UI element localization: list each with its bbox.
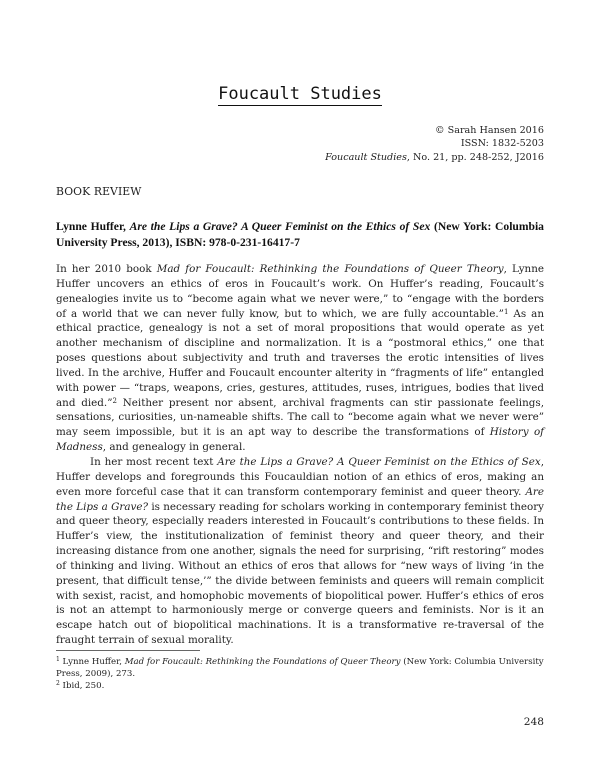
paragraph-2-title-2: Are the Lips a Grave? [56,485,544,513]
paragraph-1 [56,262,544,455]
journal-title-text: Foucault Studies [218,84,382,104]
page-number: 248 [523,716,544,728]
citation-details: , No. 21, pp. 248-252, J2016 [406,151,544,163]
book-author: Lynne Huffer, [56,220,130,233]
journal-title [0,84,600,104]
footnote-1-text-1: Lynne Huffer, [59,657,125,667]
copyright-line: © Sarah Hansen 2016 [435,125,544,136]
footnote-2 [56,680,556,692]
issn-line: ISSN: 1832-5203 [460,138,544,150]
book-publication: (New York: Columbia University Press, 2013), ISBN: 978-0-231-16417-7 [56,220,544,249]
citation-journal: Foucault Studies [325,151,407,163]
citation-line [325,151,544,164]
paragraph-2-text-3: is necessary reading for scholars working in contemporary feminist theory and queer theory, especially readers interested in Foucault’s contributions to these fields. In Huffer’s view, the institutionalization of feminist theory and queer theory, and their increasing distance from one another, signals the need for surprising, “rift restoring” modes of thinking and living. Without an ethics of eros that allows for “new ways of living ‘in the present, that difficult tense,’” the divide between feminists and queers will remain complicit with sexist, racist, and homophobic movements of biopolitical power. Huffer’s ethics of eros is not an attempt to harmoniously merge or converge queers and feminists. Nor is it an escape hatch out of biopolitical machinations. It is a transformative re-traversal of the fraught terrain of sexual morality. [56,500,544,647]
paragraph-1-title-2: History of Madness [56,426,544,454]
footnote-ref-1[interactable]: 1 [503,307,509,316]
citation-block [325,124,544,164]
footnote-1-title: Mad for Foucault: Rethinking the Foundations of Queer Theory [124,657,401,667]
article-body [56,262,544,648]
paragraph-1-text-2: , Lynne Huffer uncovers an ethics of eros in Foucault’s work. On Huffer’s reading, Foucault’s genealogies invite us to “become again what we never were,” to “engage with the borders of a world that we can never fully know, but to which, we are fully accountable.” [56,263,545,320]
footnote-ref-2[interactable]: 2 [112,396,117,405]
paragraph-2 [56,455,544,648]
paragraph-1-text-4: Neither present nor absent, archival fragments can stir passionate feelings, sensations, curiosities, un-nameable shifts. The call to “become again what we never were” may seem impossible, but it is an apt way to describe the transformations of [56,396,544,439]
footnote-2-text: Ibid, 250. [59,681,105,692]
footnote-2-number: 2 [56,680,60,688]
paragraph-2-title-1: Are the Lips a Grave? A Queer Feminist on the Ethics of Sex [217,455,541,468]
paragraph-1-text-3: As an ethical practice, genealogy is not a set of moral propositions that would operate as yet another mechanism of discipline and normalization. It is a “postmoral ethics,” one that poses questions about subjectivity and truth and traverses the erotic intensities of lives lived. In the archive, Huffer and Foucault encounter alterity in “fragments of life” entangled with power — “traps, weapons, cries, gestures, attitudes, ruses, intrigues, bodies that lived and died.” [56,307,544,409]
paragraph-2-text-1: In her most recent text [90,455,218,468]
footnote-1-text-2: (New York: Columbia University Press, 2009), 273. [56,657,544,680]
paragraph-1-text-5: , and genealogy in general. [102,441,246,454]
footnotes [56,656,556,693]
paragraph-2-text-2: , Huffer develops and foregrounds this Foucauldian notion of an ethics of eros, making an even more forceful case that it can transform contemporary feminist and queer theory. [56,455,544,498]
paragraph-1-text-1: In her 2010 book [56,263,157,275]
book-reference [56,219,544,251]
book-title: Are the Lips a Grave? A Queer Feminist on the Ethics of Sex [129,220,431,233]
footnote-1 [56,656,556,680]
paragraph-1-title-1: Mad for Foucault: Rethinking the Foundations of Queer Theory [156,263,504,275]
footnote-divider [56,650,200,651]
footnote-1-number: 1 [56,656,60,663]
section-label: BOOK REVIEW [56,185,142,198]
